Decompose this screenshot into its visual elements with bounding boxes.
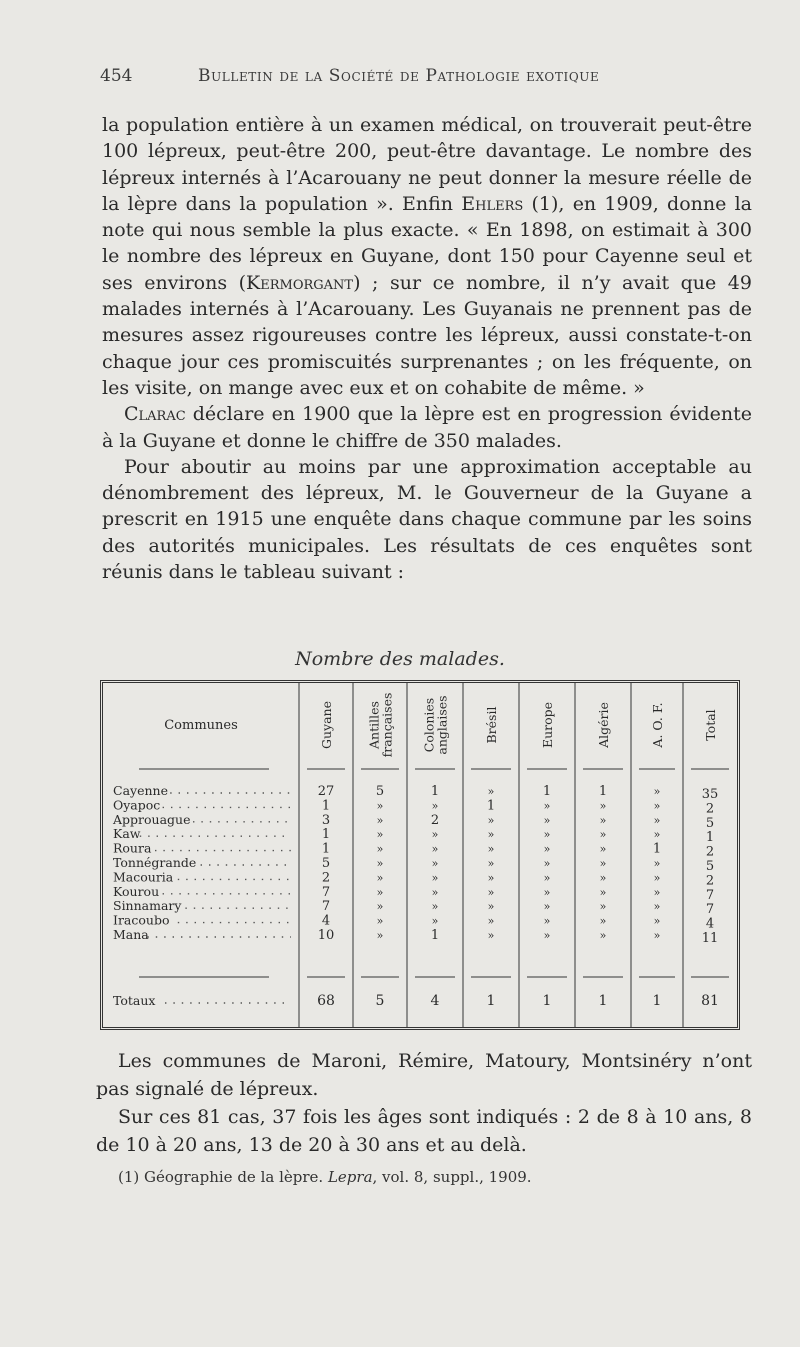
column-header: Brésil bbox=[484, 706, 499, 744]
commune-name: Kaw bbox=[113, 826, 141, 842]
paragraph1-run: Ehlers bbox=[461, 192, 524, 215]
cell-value: » bbox=[487, 785, 495, 798]
cell-value: 2 bbox=[705, 844, 715, 860]
cell-value: 35 bbox=[701, 787, 719, 802]
cell-value: » bbox=[653, 885, 661, 899]
column-header: Colonies bbox=[421, 697, 437, 753]
cell-value: » bbox=[653, 871, 661, 885]
cell-value: 4 bbox=[705, 916, 715, 932]
cell-value: » bbox=[376, 828, 384, 842]
cell-value: » bbox=[487, 900, 495, 914]
cell-value: 5 bbox=[705, 859, 715, 874]
cell-value: » bbox=[599, 813, 607, 827]
cell-value: 1 bbox=[321, 841, 331, 857]
total-value: 1 bbox=[598, 993, 608, 1009]
cell-value: » bbox=[376, 929, 384, 942]
cell-value: » bbox=[543, 857, 551, 870]
cell-value: » bbox=[543, 813, 551, 827]
total-value: 1 bbox=[542, 993, 552, 1009]
cell-value: 7 bbox=[321, 884, 331, 900]
cell-value: 1 bbox=[542, 784, 552, 799]
cell-value: » bbox=[653, 929, 661, 942]
cell-value: » bbox=[653, 857, 661, 870]
cell-value: 2 bbox=[321, 870, 331, 886]
column-header: A. O. F. bbox=[650, 702, 665, 748]
column-header: Algérie bbox=[596, 702, 611, 748]
cell-value: 1 bbox=[705, 830, 715, 846]
cell-value: » bbox=[487, 885, 495, 899]
total-value: 68 bbox=[317, 993, 335, 1009]
cell-value: » bbox=[431, 900, 439, 914]
cell-value: » bbox=[376, 871, 384, 885]
communes-header: Communes bbox=[164, 718, 238, 733]
cell-value: » bbox=[599, 828, 607, 842]
cell-value: 1 bbox=[321, 798, 331, 814]
cell-value: 2 bbox=[705, 873, 715, 889]
cell-value: » bbox=[543, 828, 551, 842]
cell-value: 1 bbox=[598, 784, 608, 799]
cell-value: » bbox=[431, 885, 439, 899]
cell-value: » bbox=[431, 799, 439, 813]
cell-value: 1 bbox=[430, 928, 440, 943]
commune-name: Kourou bbox=[113, 883, 160, 899]
cell-value: » bbox=[487, 828, 495, 842]
commune-name: Sinnamary bbox=[113, 898, 182, 914]
cell-value: » bbox=[487, 871, 495, 885]
column-header: Antilles bbox=[366, 701, 382, 749]
cell-value: 2 bbox=[705, 801, 715, 817]
cell-value: 7 bbox=[705, 887, 715, 903]
cell-value: » bbox=[487, 914, 495, 928]
cell-value: » bbox=[599, 857, 607, 870]
commune-name: Roura bbox=[113, 840, 152, 856]
closing-text bbox=[96, 1047, 752, 1159]
cell-value: » bbox=[487, 857, 495, 870]
cell-value: » bbox=[599, 842, 607, 856]
cell-value: » bbox=[431, 857, 439, 870]
cell-value: 1 bbox=[652, 841, 662, 857]
cell-value: » bbox=[376, 813, 384, 827]
cell-value: » bbox=[431, 914, 439, 928]
cell-value: 10 bbox=[317, 928, 335, 943]
paragraph-4: Les communes de Maroni, Rémire, Matoury, Montsinéry n’ont pas signalé de lépreux. bbox=[96, 1050, 752, 1100]
cell-value: » bbox=[653, 900, 661, 914]
footnote bbox=[118, 1168, 758, 1186]
paragraph-5: Sur ces 81 cas, 37 fois les âges sont indiqués : 2 de 8 à 10 ans, 8 de 10 à 20 ans, 13 de 20 à 30 ans et au delà. bbox=[96, 1106, 752, 1156]
cell-value: » bbox=[487, 842, 495, 856]
cell-value: » bbox=[543, 900, 551, 914]
commune-name: Macouria bbox=[113, 869, 174, 885]
cell-value: 7 bbox=[321, 899, 331, 915]
cell-value: » bbox=[599, 871, 607, 885]
journal-title: Bulletin de la Société de Pathologie exotique bbox=[198, 66, 600, 86]
footnote-run: , vol. 8, suppl., 1909. bbox=[372, 1168, 532, 1186]
cell-value: » bbox=[599, 885, 607, 899]
cell-value: » bbox=[543, 914, 551, 928]
cell-value: » bbox=[543, 871, 551, 885]
column-header: anglaises bbox=[434, 695, 450, 755]
column-header: françaises bbox=[379, 692, 395, 758]
cell-value: » bbox=[431, 871, 439, 885]
cell-value: » bbox=[376, 799, 384, 813]
table-grid bbox=[103, 683, 737, 1027]
total-value: 4 bbox=[430, 993, 440, 1009]
cell-value: » bbox=[376, 857, 384, 870]
paragraph-1 bbox=[102, 112, 752, 401]
paragraph2-run: déclare en 1900 que la lèpre est en progression évidente à la Guyane et donne le chiffre de 350 malades. bbox=[102, 403, 752, 452]
commune-name: Oyapoc bbox=[113, 797, 161, 813]
column-header: Total bbox=[703, 709, 718, 741]
paragraph2-run: Clarac bbox=[124, 403, 186, 426]
commune-name: Mana bbox=[113, 927, 149, 942]
cell-value: 1 bbox=[486, 798, 496, 814]
total-value: 81 bbox=[701, 993, 719, 1009]
cell-value: » bbox=[487, 929, 495, 942]
cell-value: » bbox=[431, 828, 439, 842]
column-header: Guyane bbox=[319, 701, 334, 749]
paragraph1-run: ) ; sur ce nombre, il n’y avait que 49 malades internés à l’Acarouany. Les Guyanais ne prennent pas de mesures assez rigoureuses contre les lépreux, aussi constate-t-on chaque jour ces promiscuités surprenantes ; on les fréquente, on les visite, on mange avec eux et on cohabite de même. » bbox=[102, 271, 752, 399]
cell-value: » bbox=[653, 799, 661, 813]
cell-value: 3 bbox=[321, 812, 331, 828]
total-value: 5 bbox=[375, 993, 385, 1009]
cell-value: » bbox=[653, 785, 661, 798]
cell-value: » bbox=[431, 842, 439, 856]
cell-value: » bbox=[599, 900, 607, 914]
cell-value: » bbox=[376, 842, 384, 856]
totals-label: Totaux bbox=[113, 993, 156, 1008]
footnote-run: (1) Géographie de la lèpre. bbox=[118, 1168, 328, 1186]
patients-table bbox=[100, 680, 740, 1030]
footnote-run: Lepra bbox=[327, 1168, 373, 1186]
cell-value: » bbox=[543, 929, 551, 942]
cell-value: 5 bbox=[375, 784, 385, 799]
paragraph-3: Pour aboutir au moins par une approximation acceptable au dénombrement des lépreux, M. le Gouverneur de la Guyane a prescrit en 1915 une enquête dans chaque commune par les soins des autorités municipales. Les résultats de ces enquêtes sont réunis dans le tableau suivant : bbox=[102, 455, 752, 584]
cell-value: » bbox=[599, 799, 607, 813]
cell-value: » bbox=[599, 929, 607, 942]
cell-value: » bbox=[376, 885, 384, 899]
commune-name: Iracoubo bbox=[113, 912, 170, 928]
cell-value: 27 bbox=[317, 784, 335, 799]
cell-value: » bbox=[653, 813, 661, 827]
running-header bbox=[98, 62, 718, 90]
body-text bbox=[102, 112, 752, 585]
table-caption: Nombre des malades. bbox=[295, 648, 505, 670]
cell-value: 4 bbox=[321, 913, 331, 929]
page-number: 454 bbox=[100, 66, 133, 86]
cell-value: » bbox=[543, 842, 551, 856]
cell-value: 1 bbox=[321, 827, 331, 843]
cell-value: » bbox=[376, 900, 384, 914]
cell-value: » bbox=[599, 914, 607, 928]
total-value: 1 bbox=[486, 993, 496, 1009]
cell-value: » bbox=[487, 813, 495, 827]
commune-name: Approuague bbox=[113, 811, 191, 827]
cell-value: » bbox=[543, 799, 551, 813]
cell-value: » bbox=[543, 885, 551, 899]
cell-value: 5 bbox=[705, 815, 715, 831]
column-header: Europe bbox=[540, 701, 555, 749]
cell-value: 2 bbox=[430, 812, 440, 828]
total-value: 1 bbox=[652, 993, 662, 1009]
paragraph1-run: (1), en 1909, donne la note qui nous semble la plus exacte. « En 1898, on estimait à 300 le nombre des lépreux en Guyane, dont 150 pour Cayenne seul et ses environs ( bbox=[102, 192, 752, 294]
paragraph-2 bbox=[102, 401, 752, 454]
cell-value: 7 bbox=[705, 902, 715, 918]
commune-name: Tonnégrande bbox=[113, 855, 197, 870]
paragraph1-run: la population entière à un examen médical, on trouverait peut-être 100 lépreux, peut-être 200, peut-être davantage. Le nombre des lépreux internés à l’Acarouany ne peut donner la mesure réelle de la lèpre dans la population ». Enfin bbox=[102, 114, 752, 215]
cell-value: » bbox=[653, 914, 661, 928]
cell-value: » bbox=[653, 828, 661, 842]
cell-value: 11 bbox=[701, 931, 719, 946]
cell-value: 5 bbox=[321, 856, 331, 871]
cell-value: » bbox=[376, 914, 384, 928]
paragraph1-run: Kermorgant bbox=[246, 271, 354, 294]
commune-name: Cayenne bbox=[113, 783, 168, 798]
cell-value: 1 bbox=[430, 784, 440, 799]
